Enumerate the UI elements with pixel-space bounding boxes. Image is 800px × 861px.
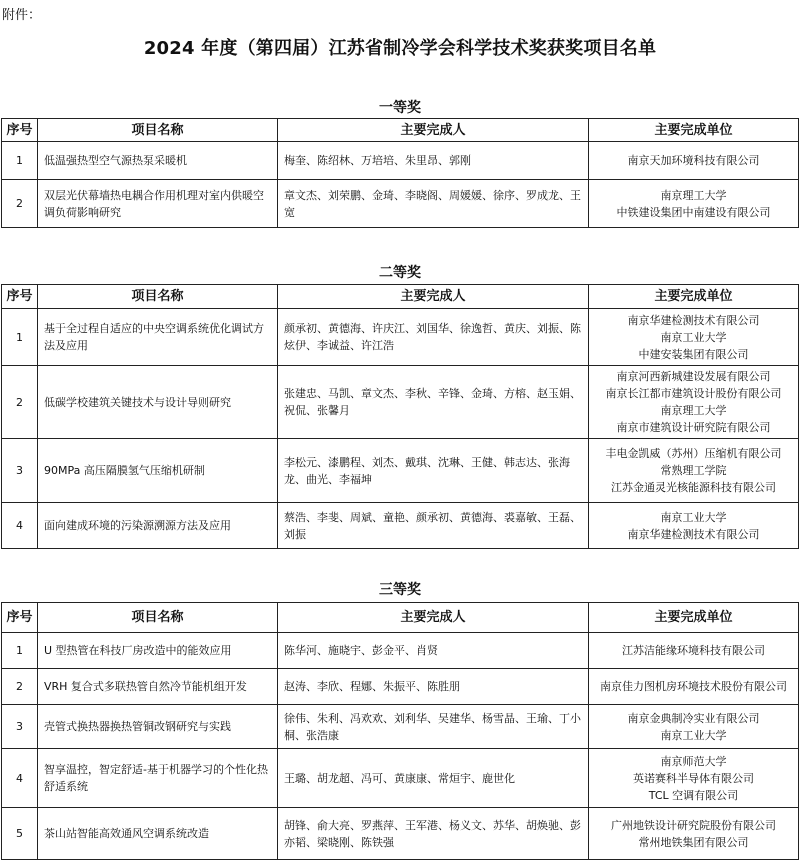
table-header-row [2,603,799,633]
unit-name: 南京佳力图机房环境技术股份有限公司 [600,680,787,693]
header-name: 项目名称 [38,119,278,142]
unit-name: 江苏金通灵光核能源科技有限公司 [611,481,776,494]
main-units [589,705,799,749]
header-name: 项目名称 [38,285,278,309]
main-contributors: 王璐、胡龙超、冯可、黄康康、常烜宇、鹿世化 [278,749,589,808]
unit-name: 南京金典制冷实业有限公司 [627,711,760,725]
main-units [589,180,799,228]
unit-name: 丰电金凯威（苏州）压缩机有限公司 [605,447,782,460]
row-number: 3 [2,705,38,749]
unit-name: 江苏洁能缘环境科技有限公司 [622,644,765,657]
project-name: 面向建成环境的污染源溯源方法及应用 [38,503,278,549]
unit-name: 广州地铁设计研究院股份有限公司 [611,818,776,832]
unit-name: 南京河西新城建设发展有限公司 [616,370,771,383]
unit-name: 常州地铁集团有限公司 [638,835,749,849]
row-number: 3 [2,439,38,503]
attachment-label: 附件： [2,8,42,23]
header-num: 序号 [2,285,38,309]
main-contributors: 陈华河、施晓宇、彭金平、肖贤 [278,633,589,669]
project-name: 茶山站智能高效通风空调系统改造 [38,808,278,860]
header-num: 序号 [2,119,38,142]
header-people: 主要完成人 [278,285,589,309]
main-contributors: 胡锋、俞大亮、罗燕萍、王军港、杨义文、苏华、胡焕驰、彭亦韬、梁晓刚、陈铁强 [278,808,589,860]
header-people: 主要完成人 [278,603,589,633]
third-prize-table [1,602,799,860]
main-units [589,749,799,808]
row-number: 2 [2,366,38,439]
unit-name: 英诺赛科半导体有限公司 [633,771,754,785]
project-name: 壳管式换热器换热管铜改钢研究与实践 [38,705,278,749]
table-row [2,142,799,180]
table-row [2,180,799,228]
table-row [2,366,799,439]
table-row [2,633,799,669]
unit-name: 中建安装集团有限公司 [638,347,749,361]
main-units [589,633,799,669]
row-number: 1 [2,142,38,180]
project-name: 90MPa 高压隔膜氢气压缩机研制 [38,439,278,503]
main-units [589,669,799,705]
header-people: 主要完成人 [278,119,589,142]
row-number: 1 [2,309,38,366]
unit-name: 南京华建检测技术有限公司 [627,527,760,541]
project-name: 双层光伏幕墙热电耦合作用机理对室内供暖空调负荷影响研究 [38,180,278,228]
row-number: 4 [2,749,38,808]
main-units [589,366,799,439]
unit-name: 南京市建筑设计研究院有限公司 [616,421,771,434]
first-prize-table [1,118,799,228]
section-title-second-prize: 二等奖 [379,265,421,281]
table-row [2,503,799,549]
table-row [2,309,799,366]
project-name: VRH 复合式多联热管自然冷节能机组开发 [38,669,278,705]
header-num: 序号 [2,603,38,633]
row-number: 2 [2,180,38,228]
row-number: 2 [2,669,38,705]
header-units: 主要完成单位 [589,119,799,142]
main-contributors: 赵涛、李欣、程娜、朱振平、陈胜朋 [278,669,589,705]
main-contributors: 李松元、漆鹏程、刘杰、戴琪、沈琳、王健、韩志达、张海龙、曲光、李福坤 [278,439,589,503]
table-row [2,439,799,503]
project-name: U 型热管在科技厂房改造中的能效应用 [38,633,278,669]
table-header-row [2,119,799,142]
unit-name: 南京华建检测技术有限公司 [627,313,760,327]
unit-name: 中铁建设集团中南建设有限公司 [616,205,771,219]
table-row [2,669,799,705]
row-number: 1 [2,633,38,669]
main-contributors: 梅奎、陈绍林、万培培、朱里昂、郭刚 [278,142,589,180]
table-header-row [2,285,799,309]
table-row [2,808,799,860]
unit-name: 南京工业大学 [660,728,727,742]
main-contributors: 蔡浩、李斐、周斌、童艳、颜承初、黄德海、裘嘉敏、王磊、刘振 [278,503,589,549]
project-name: 基于全过程自适应的中央空调系统优化调试方法及应用 [38,309,278,366]
second-prize-table [1,284,799,549]
unit-name: 南京工业大学 [660,330,727,344]
main-contributors: 颜承初、黄德海、许庆江、刘国华、徐逸哲、黄庆、刘振、陈炫伊、李诚益、许江浩 [278,309,589,366]
unit-name: 南京理工大学 [660,188,727,202]
main-units [589,142,799,180]
main-units [589,503,799,549]
project-name: 低温强热型空气源热泵采暖机 [38,142,278,180]
unit-name: 南京长江都市建筑设计股份有限公司 [605,387,782,400]
page-title: 2024 年度（第四届）江苏省制冷学会科学技术奖获奖项目名单 [143,38,657,59]
main-contributors: 徐伟、朱利、冯欢欢、刘利华、吴建华、杨雪晶、王瑜、丁小桐、张浩康 [278,705,589,749]
unit-name: 南京理工大学 [660,404,727,417]
main-units [589,808,799,860]
header-name: 项目名称 [38,603,278,633]
unit-name: TCL 空调有限公司 [648,788,739,802]
unit-name: 南京天加环境科技有限公司 [627,154,760,167]
main-units [589,439,799,503]
section-title-third-prize: 三等奖 [379,582,421,598]
unit-name: 南京师范大学 [660,754,727,768]
unit-name: 南京工业大学 [660,510,727,524]
row-number: 5 [2,808,38,860]
table-row [2,705,799,749]
header-units: 主要完成单位 [589,603,799,633]
project-name: 低碳学校建筑关键技术与设计导则研究 [38,366,278,439]
table-row [2,749,799,808]
main-contributors: 章文杰、刘荣鹏、金琦、李晓阁、周媛媛、徐序、罗成龙、王宽 [278,180,589,228]
section-title-first-prize: 一等奖 [379,100,421,116]
main-contributors: 张建忠、马凯、章文杰、李秋、辛锋、金琦、方榕、赵玉娟、祝侃、张馨月 [278,366,589,439]
unit-name: 常熟理工学院 [660,464,727,477]
row-number: 4 [2,503,38,549]
project-name: 智享温控，智定舒适-基于机器学习的个性化热舒适系统 [38,749,278,808]
main-units [589,309,799,366]
header-units: 主要完成单位 [589,285,799,309]
